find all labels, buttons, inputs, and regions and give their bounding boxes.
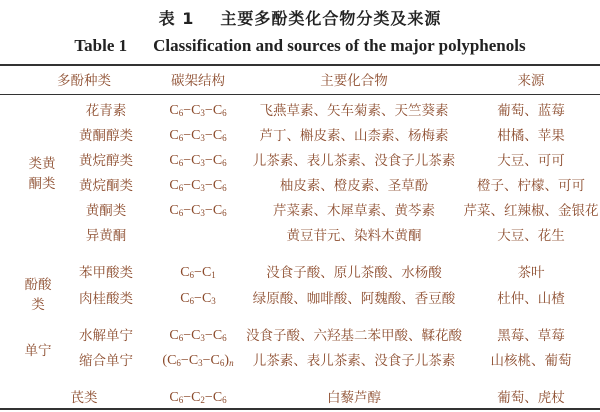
row-skeleton: $C_6-C_3-C_6$ xyxy=(169,203,227,218)
group-tannins: 单宁 xyxy=(24,343,52,359)
row-compounds: 儿茶素、表儿茶素、没食子儿茶素 xyxy=(252,153,456,169)
group-flavonoids: 类黄酮类 xyxy=(28,156,56,192)
group-phenolic-acids: 酚酸类 xyxy=(24,277,52,313)
row-subtype: 黄烷醇类 xyxy=(79,153,133,169)
row-skeleton: $C_6-C_3-C_6$ xyxy=(169,328,227,343)
row-compounds: 绿原酸、咖啡酸、阿魏酸、香豆酸 xyxy=(252,291,456,307)
row-subtype: 芪类 xyxy=(70,390,98,406)
header-type: 多酚种类 xyxy=(57,73,111,89)
row-compounds: 没食子酸、原儿茶酸、水杨酸 xyxy=(266,265,442,281)
row-source: 大豆、可可 xyxy=(497,153,565,169)
row-source: 葡萄、蓝莓 xyxy=(497,103,565,119)
row-compounds: 没食子酸、六羟基二苯甲酸、鞣花酸 xyxy=(246,328,462,344)
row-compounds: 柚皮素、橙皮素、圣草酚 xyxy=(279,178,429,194)
row-compounds: 白藜芦醇 xyxy=(327,390,381,406)
row-source: 杜仲、山楂 xyxy=(497,291,565,307)
table-title-en: Table 1 Classification and sources of the major polyphenols xyxy=(74,36,526,55)
row-subtype: 缩合单宁 xyxy=(79,353,133,369)
row-compounds: 飞燕草素、矢车菊素、天竺葵素 xyxy=(259,103,449,119)
row-subtype: 黄烷酮类 xyxy=(79,178,133,194)
row-source: 山核桃、葡萄 xyxy=(490,353,572,369)
row-compounds: 芦丁、槲皮素、山柰素、杨梅素 xyxy=(259,128,449,144)
row-compounds: 儿茶素、表儿茶素、没食子儿茶素 xyxy=(252,353,456,369)
row-subtype: 水解单宁 xyxy=(79,328,133,344)
top-rule xyxy=(0,64,600,66)
row-subtype: 异黄酮 xyxy=(85,228,127,244)
table-title-cn: 表 1 主要多酚类化合物分类及来源 xyxy=(158,9,442,28)
row-source: 大豆、花生 xyxy=(497,228,565,244)
bottom-rule xyxy=(0,408,600,410)
row-source: 葡萄、虎杖 xyxy=(497,390,565,406)
row-skeleton: $C_6-C_3-C_6$ xyxy=(169,128,227,143)
row-subtype: 苯甲酸类 xyxy=(79,265,133,281)
row-subtype: 黄酮类 xyxy=(85,203,127,219)
row-subtype: 黄酮醇类 xyxy=(79,128,133,144)
header-source: 来源 xyxy=(517,73,545,89)
row-skeleton: $C_6-C_2-C_6$ xyxy=(169,390,227,405)
row-skeleton xyxy=(148,225,248,247)
header-rule xyxy=(0,94,600,95)
row-skeleton: $C_6-C_3$ xyxy=(180,291,216,306)
row-compounds: 芹菜素、木犀草素、黄芩素 xyxy=(273,203,435,219)
row-source: 橙子、柠檬、可可 xyxy=(477,178,585,194)
row-source: 芹菜、红辣椒、金银花 xyxy=(463,203,599,219)
row-skeleton: $C_6-C_3-C_6$ xyxy=(169,178,227,193)
row-subtype: 花青素 xyxy=(85,103,127,119)
row-source: 茶叶 xyxy=(517,265,545,281)
row-skeleton: $(C_6-C_3-C_6)_n$ xyxy=(162,353,234,368)
row-skeleton: $C_6-C_1$ xyxy=(180,265,216,280)
row-subtype: 肉桂酸类 xyxy=(79,291,133,307)
row-compounds: 黄豆苷元、染料木黄酮 xyxy=(286,228,422,244)
row-source: 柑橘、苹果 xyxy=(497,128,565,144)
row-skeleton: $C_6-C_3-C_6$ xyxy=(169,103,227,118)
row-skeleton: $C_6-C_3-C_6$ xyxy=(169,153,227,168)
row-source: 黑莓、草莓 xyxy=(497,328,565,344)
header-skeleton: 碳架结构 xyxy=(171,73,225,89)
header-compounds: 主要化合物 xyxy=(320,73,388,89)
